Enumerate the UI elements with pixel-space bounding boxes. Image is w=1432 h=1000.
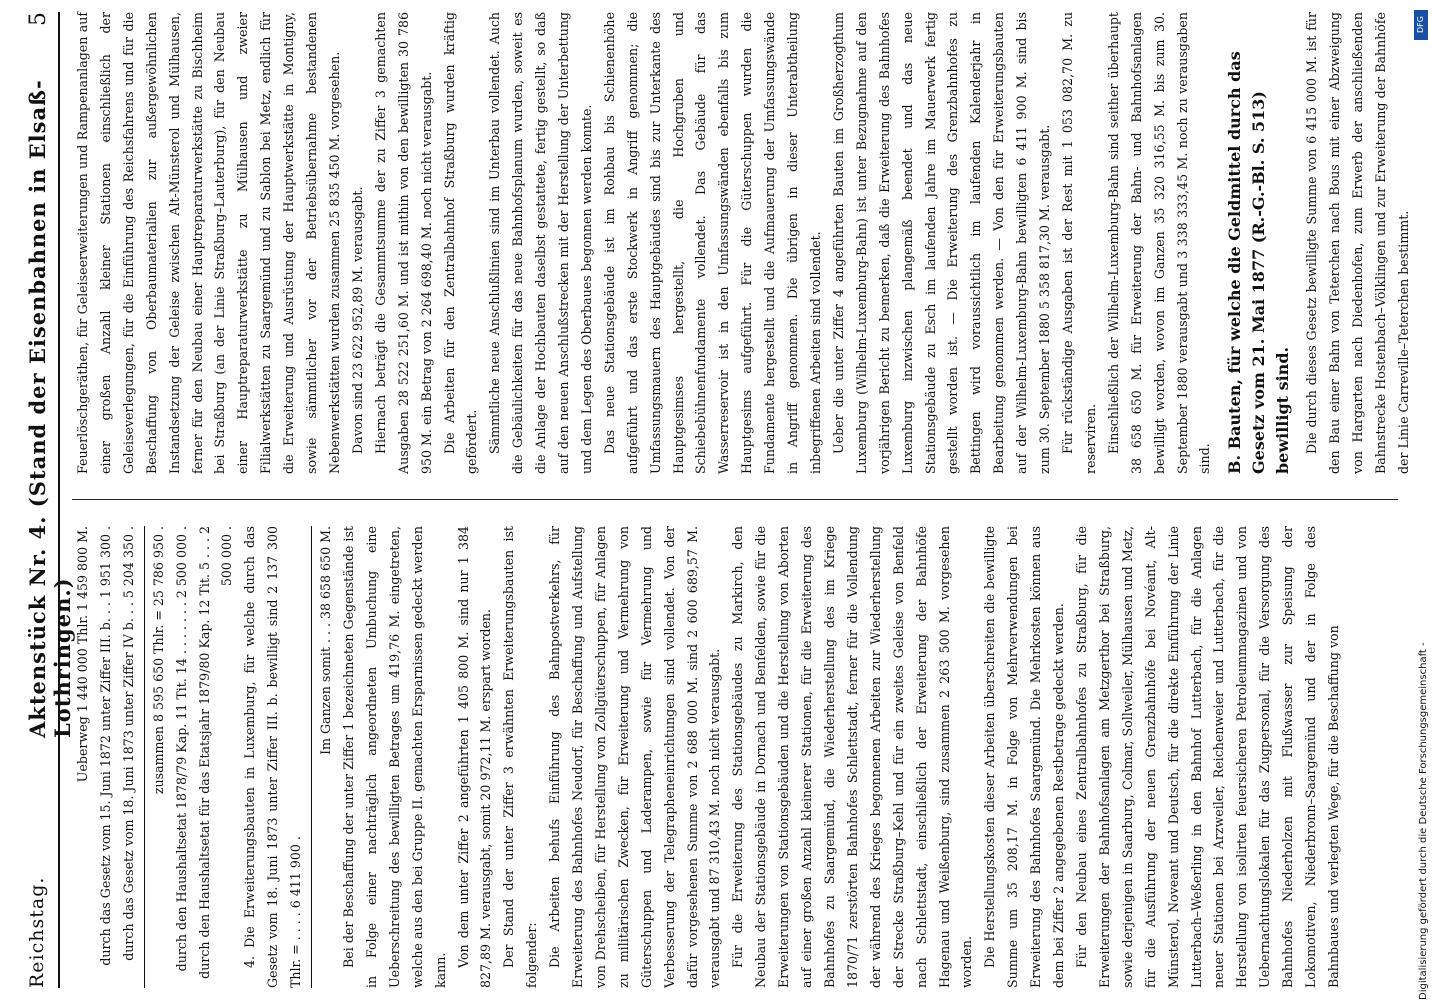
paragraph: Die Arbeiten behufs Einführung des Bahnpostverkehrs, für Erweiterung des Bahnhofes Neudorf, für Beschaffung und Aufstellung von Drehscheiben, für Herstellung von Zollgüterschuppen, für Anlagen zu militärischen Zwecken, für Erweiterung und Vermehrung von Güterschuppen und Laderampen, sowie für Vermehrung und Verbesserung der Telegrapheneinrichtungen sind vollendet. Von der dafür vorgesehenen Summe von 2 688 000 M. sind 2 600 689,57 M. verausgabt und 87 310,43 M. noch nicht verausgabt. [547, 526, 723, 988]
total-line: Im Ganzen somit . . . 38 658 650 M. [318, 526, 334, 755]
paragraph: Der Stand der unter Ziffer 3 erwähnten Erweiterungsbauten ist folgender: [501, 526, 540, 988]
paragraph: Sämmtliche neue Anschlußlinien sind im Unterbau vollendet. Auch die Gebäulichkeiten für das neue Bahnhofsplanum wurden, soweit es die Anlage der Hochbauten daselbst gestattete, fertig gestellt, so daß auf den neuen Anschlußstrecken mit der Herstellung der Unterbettung und dem Legen des Oberbaues begonnen werden konnte. [487, 12, 594, 474]
section-heading: B. Bauten, für welche die Geldmittel durch das Gesetz vom 21. Mai 1877 (R.-G.-Bl. S. 513) bewilligt sind. [1225, 51, 1293, 474]
divider [311, 526, 312, 988]
paragraph: Einschließlich der Wilhelm-Luxemburg-Bahn sind seither überhaupt 38 658 650 M. für Erweiterung der Bahn- und Bahnhofsanlagen bewilligt worden, wovon im Ganzen 35 320 316,55 M. bis zum 30. September 1880 verausgabt und 3 338 333,45 M. noch zu verausgaben sind. [1105, 12, 1213, 474]
paragraph: Bei der Beschaffung der unter Ziffer 1 bezeichneten Gegenstände ist in Folge einer nachträglich angeordneten Umbuchung eine Ueberschreitung des bewilligten Betrages um 419,76 M. eingetreten, welche aus den bei Gruppe II. gemachten Ersparnissen gedeckt werden kann. [340, 526, 448, 988]
paragraph: Für den Neubau eines Zentralbahnhofes zu Straßburg, für die Erweiterungen der Bahnhofsanlagen am Metzgerthor bei Straßburg, sowie derjenigen in Saarburg, Colmar, Sollweiler, Mülhausen und Metz, für die Ausführung der neuen Grenzbahnhöfe bei Novéant, Alt-Münsterol, Noveant und Deutsch, für die direkte Einführung der Linie Lutterbach–Weßerling in den Bahnhof Lutterbach, für die Anlagen neuer Stationen bei Arzweiler, Reichenweier und Lutterbach, für die Herstellung von isolirten feuersicheren Petroleummagazinen und von Uebernachtungslokalen für das Zugpersonal, für die Versorgung des Bahnhofes Niederholzen mit Flußwasser zur Speisung der Lokomotiven, Niederbronn–Saargemünd und der in Folge des Bahnbaues und verlegten Wege, für die Beschaffung von [1073, 526, 1341, 988]
paragraph: Ueberweg 1 440 000 Thlr. 1 459 800 M. [75, 526, 90, 783]
rotated-page [16, 12, 1420, 988]
paragraph: Von dem unter Ziffer 2 angeführten 1 405 800 M. sind nur 1 384 827,89 M. verausgabt, somit 20 972,11 M. erspart worden. [455, 526, 494, 988]
paragraph: Hiernach beträgt die Gesammtsumme der zu Ziffer 3 gemachten Ausgaben 28 522 251,60 M. und ist mithin von den bewilligten 30 786 950 M. ein Betrag von 2 264 698,40 M. noch nicht verausgabt. [372, 12, 434, 474]
header-left: Reichstag. [26, 876, 48, 988]
divider [144, 526, 145, 988]
paragraph: durch das Gesetz vom 18. Juni 1873 unter Ziffer IV b. . . 5 204 350 . [120, 526, 136, 961]
paragraph: Die Herstellungskosten dieser Arbeiten überschreiten die bewilligte Summe um 35 208,17 M. in Folge von Mehrverwendungen bei Erweiterung des Bahnhofes Saargemünd. Die Mehrkosten können aus dem bei Ziffer 2 angegebenen Restbetrage gedeckt werden. [982, 526, 1067, 988]
paragraph: zusammen 8 595 650 Thlr. = 25 786 950 . [150, 526, 166, 795]
left-column [72, 526, 1346, 988]
right-column [72, 12, 1416, 474]
paragraph: Für die Erweiterung des Stationsgebäudes zu Markirch, den Neubau der Stationsgebäude in Dornach und Benfelden, sowie für die Erweiterungen von Stationsgebäuden und die Herstellung von Aborten auf einer großen Anzahl kleinerer Stationen, für die Erweiterung des Bahnhofes zu Saargemünd, die Wiederherstellung des im Kriege 1870/71 zerstörten Bahnhofes Schlettstadt, ferner für die Vollendung der während des Krieges begonnenen Arbeiten zur Wiederherstellung der Strecke Straßburg–Kehl und für ein zweites Geleise von Benfeld nach Schlettstadt, einschließlich der Erweiterung der Bahnhöfe Hagenau und Weißenburg, sind zusammen 2 263 500 M. vorgesehen worden. [730, 526, 975, 988]
column-divider [72, 499, 1398, 500]
page-number: 5 [26, 12, 51, 26]
paragraph: durch das Gesetz vom 15. Juni 1872 unter Ziffer III. b. . . 1 951 300 . [97, 526, 113, 966]
paragraph: Davon sind 23 622 952,89 M. verausgabt. [349, 186, 365, 454]
digitization-note: Digitalisierung gefördert durch die Deutsche Forschungsgemeinschaft - [1418, 642, 1429, 1000]
paragraph: Das neue Stationsgebäude ist im Rohbau bis Schienenhöhe aufgeführt und das erste Stockwerk in Angriff genommen; die Umfassungsmauern des Hauptgebäudes sind bis zur Unterkante des Hauptgesimses hergestellt, die Hochgruben und Schiebebühnenfundamente vollendet. Das Gebäude für das Wasserreservoir ist in den Umfassungswänden ebenfalls bis zum Hauptgesims aufgeführt. Für die Güterschuppen wurden die Fundamente hergestellt und die Aufmauerung der Umfassungswände in Angriff genommen. Die übrigen in dieser Unterabtheilung inbegriffenen Arbeiten sind vollendet. [601, 12, 823, 474]
paragraph: Feuerlöschgeräthen, für Geleiseerweiterungen und Rampenanlagen auf einer großen Anzahl kleiner Stationen einschließlich der Geleiseverlegungen, für die Einführung des Reichsfahrens und für die Beschaffung von Oberbaumaterialien zur außergewöhnlichen Instandsetzung der Geleise zwischen Alt-Münsterol und Mülhausen, ferner für den Neubau einer Hauptreparaturwerkstätte zu Bischheim bei Straßburg (an der Linie Straßburg–Lauterburg), für den Neubau einer Hauptreparaturwerkstätte zu Mülhausen und zweier Filialwerkstätten zu Saargemünd und zu Sablon bei Metz, endlich für die Erweiterung und Ausrüstung der Hauptwerkstätte in Montigny, sowie sämmtlicher vor der Betriebsübernahme bestandenen Nebenwerkstätten wurden zusammen 25 835 450 M. vorgesehen. [75, 12, 342, 474]
paragraph: durch den Haushaltsetat für das Etatsjahr 1879/80 Kap. 12 Tit. 5 . . . 2 500 000 . [196, 526, 235, 979]
paragraph: Die Arbeiten für den Zentralbahnhof Straßburg wurden kräftig gefördert. [441, 12, 480, 474]
paragraph: durch den Haushaltsetat 1878/79 Kap. 11 Tit. 14 . . . . . . . 2 500 000 . [173, 526, 189, 972]
paragraph: 4. Die Erweiterungsbauten in Luxemburg, für welche durch das Gesetz vom 18. Juni 1873 unter Ziffer III. b. bewilligt sind 2 137 300 Thlr. = . . . . 6 411 900 . [242, 526, 304, 988]
page-header [16, 12, 75, 988]
paragraph: Die durch dieses Gesetz bewilligte Summe von 6 415 000 M. ist für den Bau einer Bahn von Teterchen nach Bous mit einer Abzweigung von Hargarten nach Diedenhofen, zum Erwerb der anschließenden Bahnstrecke Hostenbach–Völklingen und zur Erweiterung der Bahnhöfe der Linie Carreville–Teterchen bestimmt. [1304, 12, 1411, 474]
header-title: Aktenstück Nr. 4. (Stand der Eisenbahnen in Elsaß-Lothringen.) [25, 79, 75, 738]
paragraph: Für rückständige Ausgaben ist der Rest mit 1 053 082,70 M. zu reserviren. [1059, 12, 1098, 474]
paragraph: Ueber die unter Ziffer 4 angeführten Bauten im Großherzogthum Luxemburg (Wilhelm-Luxemburg-Bahn) ist unter Bezugnahme auf den vorjährigen Bericht zu bemerken, daß die Erweiterung des Bahnhofes Luxemburg inzwischen plangemäß beendet und das neue Stationsgebäude zu Esch im laufenden Jahre im Mauerwerk fertig gestellt worden ist. — Die Erweiterung des Grenzbahnhofes zu Bettingen wird voraussichtlich im laufenden Kalenderjahr in Bearbeitung genommen werden. — Von den für Erweiterungsbauten auf der Wilhelm-Luxemburg-Bahn bewilligten 6 411 900 M. sind bis zum 30. September 1880 5 358 817,30 M. verausgabt. [830, 12, 1053, 474]
dfg-logo: DFG [1414, 10, 1428, 40]
